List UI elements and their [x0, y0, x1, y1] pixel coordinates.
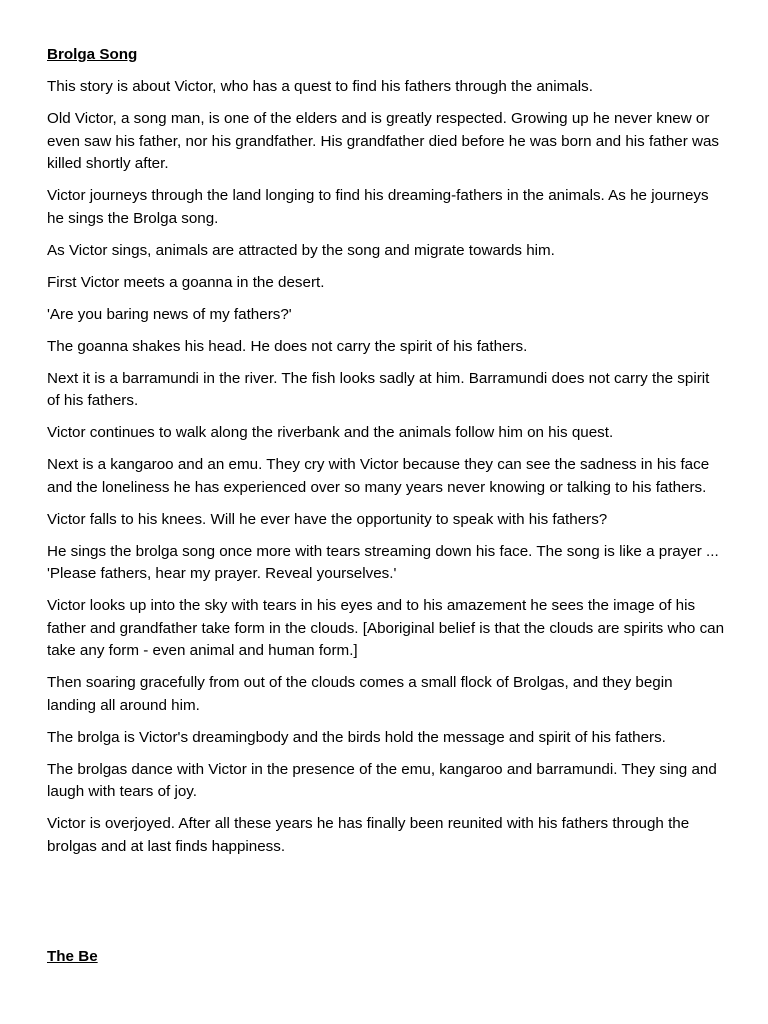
paragraph-15: The brolga is Victor's dreamingbody and the birds hold the message and spirit of his fathers.: [47, 728, 666, 746]
paragraph-7: The goanna shakes his head. He does not carry the spirit of his fathers.: [47, 337, 528, 355]
story-title: Brolga Song: [47, 46, 138, 63]
paragraph-10: Next is a kangaroo and an emu. They cry with Victor because they can see the sadness in his face and the loneliness he has experienced over so many years never knowing or talking to his fathers.: [47, 456, 710, 496]
paragraph-11: Victor falls to his knees. Will he ever have the opportunity to speak with his fathers?: [47, 510, 608, 528]
paragraph-8: Next it is a barramundi in the river. The fish looks sadly at him. Barramundi does not carry the spirit of his fathers.: [47, 369, 710, 409]
paragraph-6: 'Are you baring news of my fathers?': [47, 305, 292, 323]
paragraph-5: First Victor meets a goanna in the desert.: [47, 273, 325, 291]
paragraph-13: Victor looks up into the sky with tears in his eyes and to his amazement he sees the image of his father and grandfather take form in the clouds. [Aboriginal belief is that the clouds are spirits who can take any form - even animal and human form.]: [47, 597, 725, 659]
paragraph-14: Then soaring gracefully from out of the clouds comes a small flock of Brolgas, and they begin landing all around him.: [47, 674, 673, 714]
document-page: [47, 44, 725, 868]
paragraph-1: This story is about Victor, who has a quest to find his fathers through the animals.: [47, 78, 593, 95]
next-story-heading: The Be: [47, 948, 98, 965]
paragraph-3: Victor journeys through the land longing to find his dreaming-fathers in the animals. As he journeys he sings the Brolga song.: [47, 187, 709, 227]
paragraph-17: Victor is overjoyed. After all these years he has finally been reunited with his fathers through the brolgas and at last finds happiness.: [47, 815, 690, 855]
paragraph-12: He sings the brolga song once more with tears streaming down his face. The song is like a prayer ... 'Please fathers, hear my prayer. Reveal yourselves.': [47, 542, 719, 582]
paragraph-9: Victor continues to walk along the riverbank and the animals follow him on his quest.: [47, 424, 614, 441]
paragraph-16: The brolgas dance with Victor in the presence of the emu, kangaroo and barramundi. They sing and laugh with tears of joy.: [47, 760, 717, 800]
paragraph-2: Old Victor, a song man, is one of the elders and is greatly respected. Growing up he never knew or even saw his father, nor his grandfather. His grandfather died before he was born and his father was killed shortly after.: [47, 110, 720, 172]
paragraph-4: As Victor sings, animals are attracted by the song and migrate towards him.: [47, 241, 555, 259]
